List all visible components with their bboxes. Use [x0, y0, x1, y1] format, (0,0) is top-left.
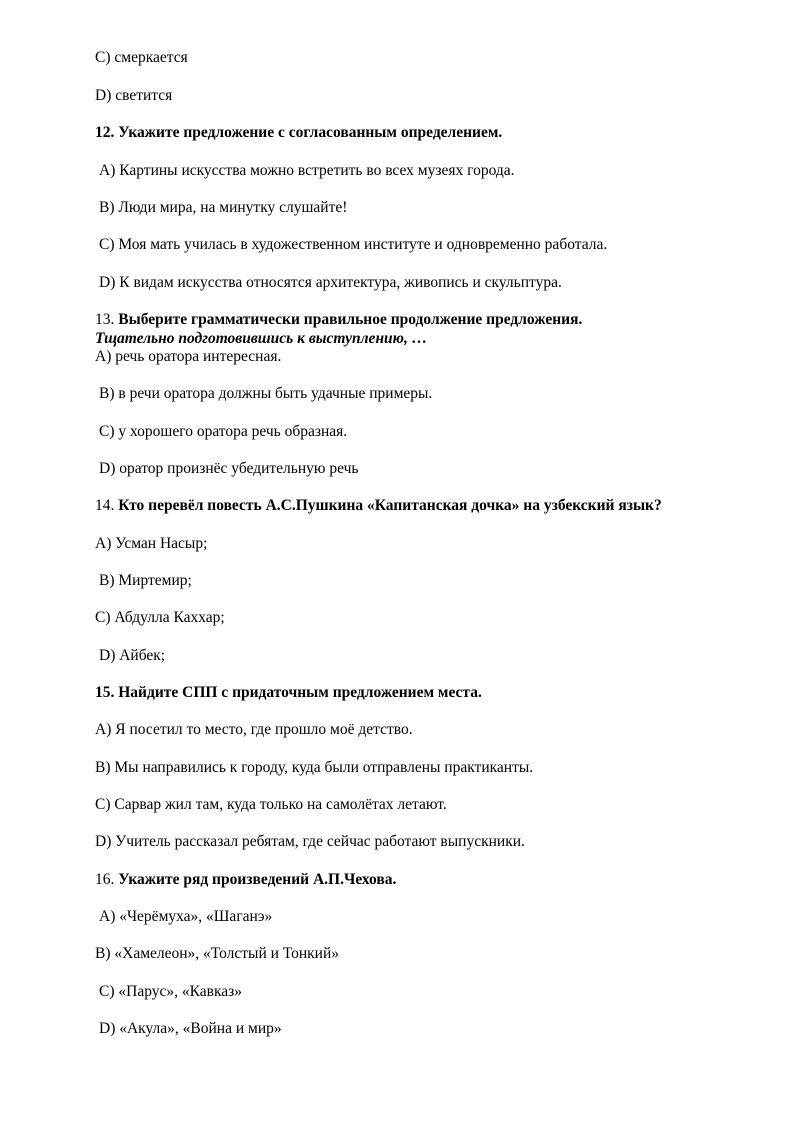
- question-16-heading: [95, 871, 396, 889]
- question-14-option-c: C) Абдулла Каххар;: [95, 609, 225, 626]
- question-16-option-d: D) «Акула», «Война и мир»: [99, 1020, 282, 1037]
- question-12-title: 12. Укажите предложение с согласованным определением.: [95, 124, 503, 141]
- question-12-option-d: D) К видам искусства относятся архитектура, живопись и скульптура.: [99, 274, 562, 291]
- question-13-option-d: D) оратор произнёс убедительную речь: [99, 460, 359, 477]
- question-15-title: 15. Найдите СПП с придаточным предложением места.: [95, 684, 482, 701]
- question-12-option-b: B) Люди мира, на минутку слушайте!: [99, 199, 348, 216]
- question-15-option-c: C) Сарвар жил там, куда только на самолётах летают.: [95, 796, 447, 813]
- question-15-option-a: A) Я посетил то место, где прошло моё детство.: [95, 721, 413, 738]
- question-16-option-a: A) «Черёмуха», «Шаганэ»: [99, 908, 273, 925]
- question-16-number: 16.: [95, 871, 119, 888]
- question-13-title: Выберите грамматически правильное продолжение предложения.: [118, 311, 583, 328]
- question-14-title: Кто перевёл повесть А.С.Пушкина «Капитанская дочка» на узбекский язык?: [118, 497, 662, 514]
- question-14-number: 14.: [95, 497, 119, 514]
- question-12-option-a: A) Картины искусства можно встретить во всех музеях города.: [99, 162, 515, 179]
- question-16-title: Укажите ряд произведений А.П.Чехова.: [118, 871, 397, 888]
- question-13-prompt: Тщательно подготовившись к выступлению, …: [95, 330, 428, 347]
- question-16-option-b: B) «Хамелеон», «Толстый и Тонкий»: [95, 945, 340, 962]
- question-13-number: 13.: [95, 311, 119, 328]
- option-d: D) светится: [95, 87, 173, 104]
- question-14-option-a: A) Усман Насыр;: [95, 535, 208, 552]
- question-15-option-d: D) Учитель рассказал ребятам, где сейчас работают выпускники.: [95, 833, 525, 850]
- question-12-option-c: C) Моя мать училась в художественном институте и одновременно работала.: [99, 236, 608, 253]
- option-c: C) смеркается: [95, 49, 188, 66]
- question-14-option-d: D) Айбек;: [99, 647, 166, 664]
- question-13-option-a: A) речь оратора интересная.: [95, 348, 282, 365]
- question-15-option-b: B) Мы направились к городу, куда были отправлены практиканты.: [95, 759, 534, 776]
- question-14-heading: [95, 497, 662, 515]
- question-13-option-b: B) в речи оратора должны быть удачные примеры.: [99, 385, 433, 402]
- question-13-option-c: C) у хорошего оратора речь образная.: [99, 423, 348, 440]
- question-14-option-b: B) Миртемир;: [99, 572, 192, 589]
- question-13-heading: [95, 311, 582, 329]
- question-16-option-c: C) «Парус», «Кавказ»: [99, 983, 243, 1000]
